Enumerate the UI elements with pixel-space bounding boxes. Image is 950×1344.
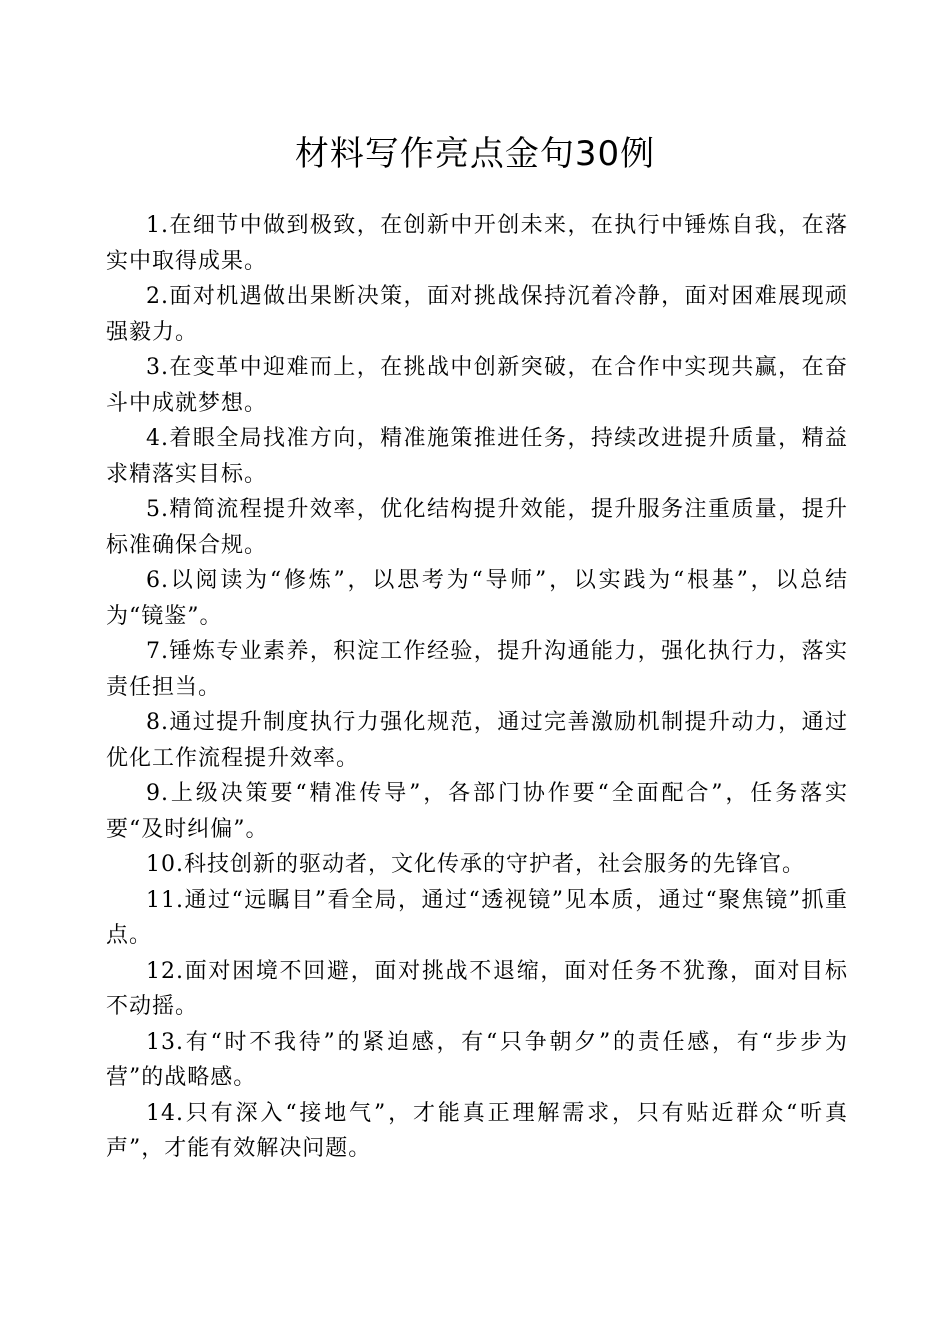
list-item: 13.有“时不我待”的紧迫感，有“只争朝夕”的责任感，有“步步为营”的战略感。 <box>106 1029 848 1090</box>
list-item: 3.在变革中迎难而上，在挑战中创新突破，在合作中实现共赢，在奋斗中成就梦想。 <box>106 355 848 416</box>
list-item: 10.科技创新的驱动者，文化传承的守护者，社会服务的先锋官。 <box>146 852 805 877</box>
document-body <box>106 208 848 1167</box>
list-item: 8.通过提升制度执行力强化规范，通过完善激励机制提升动力，通过优化工作流程提升效率。 <box>106 710 848 771</box>
list-item: 14.只有深入“接地气”，才能真正理解需求，只有贴近群众“听真声”，才能有效解决问题。 <box>106 1100 848 1161</box>
page-title: 材料写作亮点金句30例 <box>294 134 656 174</box>
list-item: 7.锤炼专业素养，积淀工作经验，提升沟通能力，强化执行力，落实责任担当。 <box>106 639 848 700</box>
list-item: 1.在细节中做到极致，在创新中开创未来，在执行中锤炼自我，在落实中取得成果。 <box>106 213 848 274</box>
list-item: 9.上级决策要“精准传导”，各部门协作要“全面配合”，任务落实要“及时纠偏”。 <box>106 781 848 842</box>
list-item: 11.通过“远瞩目”看全局，通过“透视镜”见本质，通过“聚焦镜”抓重点。 <box>106 887 848 948</box>
list-item: 6.以阅读为“修炼”，以思考为“导师”，以实践为“根基”，以总结为“镜鉴”。 <box>106 568 848 629</box>
list-item: 2.面对机遇做出果断决策，面对挑战保持沉着冷静，面对困难展现顽强毅力。 <box>106 284 848 345</box>
list-item: 4.着眼全局找准方向，精准施策推进任务，持续改进提升质量，精益求精落实目标。 <box>106 426 848 487</box>
list-item: 5.精简流程提升效率，优化结构提升效能，提升服务注重质量，提升标准确保合规。 <box>106 497 848 558</box>
list-item: 12.面对困境不回避，面对挑战不退缩，面对任务不犹豫，面对目标不动摇。 <box>106 958 848 1019</box>
